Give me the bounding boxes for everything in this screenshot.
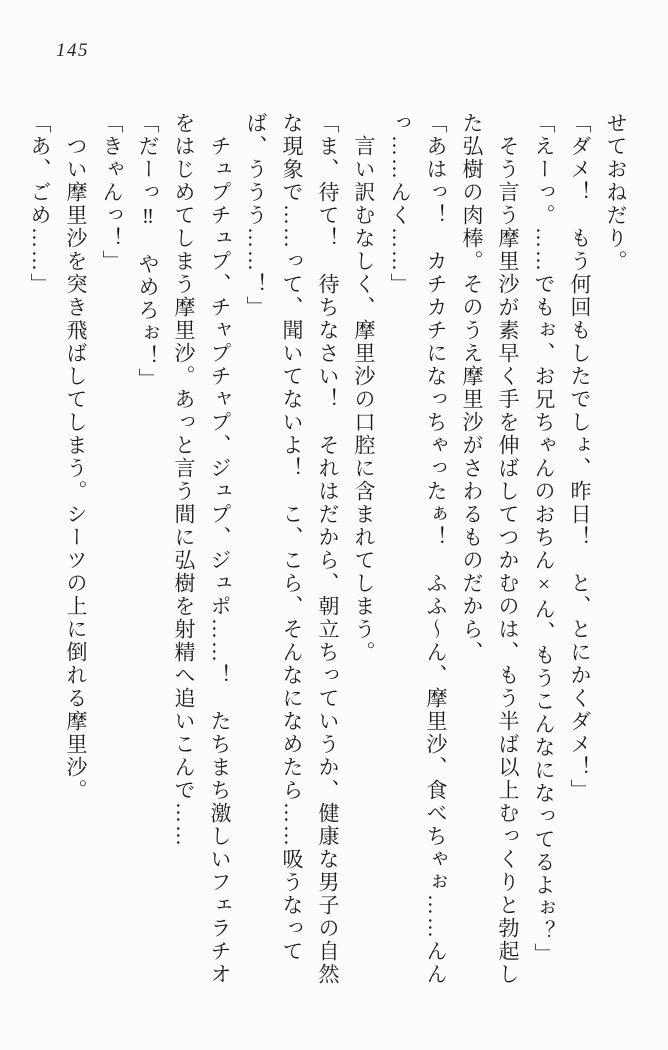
- dialogue-paragraph: 「えーっ。……でもぉ、お兄ちゃんのおちん×ん、もうこんなになってるよぉ？」: [532, 112, 556, 966]
- page-number: 145: [56, 40, 89, 61]
- narration-paragraph: チュプチュプ、チャプチャプ、ジュプ、ジュポ……！ たちまち激しいフェラチオをはじめてしまう摩里沙。あっと言う間に弘樹を射精へ追いこんで……: [172, 112, 232, 986]
- narration-paragraph: せておねだり。: [604, 112, 628, 273]
- narration-paragraph: つい摩里沙を突き飛ばしてしまう。シーツの上に倒れる摩里沙。: [64, 135, 88, 802]
- vertical-text-block: [22, 112, 634, 998]
- dialogue-paragraph: 「きゃんっ！」: [100, 112, 124, 273]
- dialogue-paragraph: 「あ、ごめ……」: [28, 112, 52, 296]
- dialogue-paragraph: 「ま、待て！ 待ちなさい！ それはだから、朝立ちっていうか、健康な男子の自然な現象で……って、聞いてないよ！ こ、こら、そんなになめたら……吸うなってば、ううう……！」: [244, 112, 340, 986]
- narration-paragraph: そう言う摩里沙が素早く手を伸ばしてつかむのは、もう半ば以上むっくりと勃起した弘樹の肉棒。そのうえ摩里沙がさわるものだから、: [460, 112, 520, 986]
- dialogue-paragraph: 「だーっ‼ やめろぉ！」: [136, 112, 160, 391]
- dialogue-paragraph: 「ダメ！ もう何回もしたでしょ、昨日！ と、とにかくダメ！」: [568, 112, 592, 802]
- dialogue-paragraph: 「あはっ！ カチカチになっちゃったぁ！ ふふ〜ん、摩里沙、食べちゃぉ……んんっ……んく……」: [388, 112, 448, 986]
- narration-paragraph: 言い訳むなしく、摩里沙の口腔に含まれてしまう。: [352, 135, 376, 664]
